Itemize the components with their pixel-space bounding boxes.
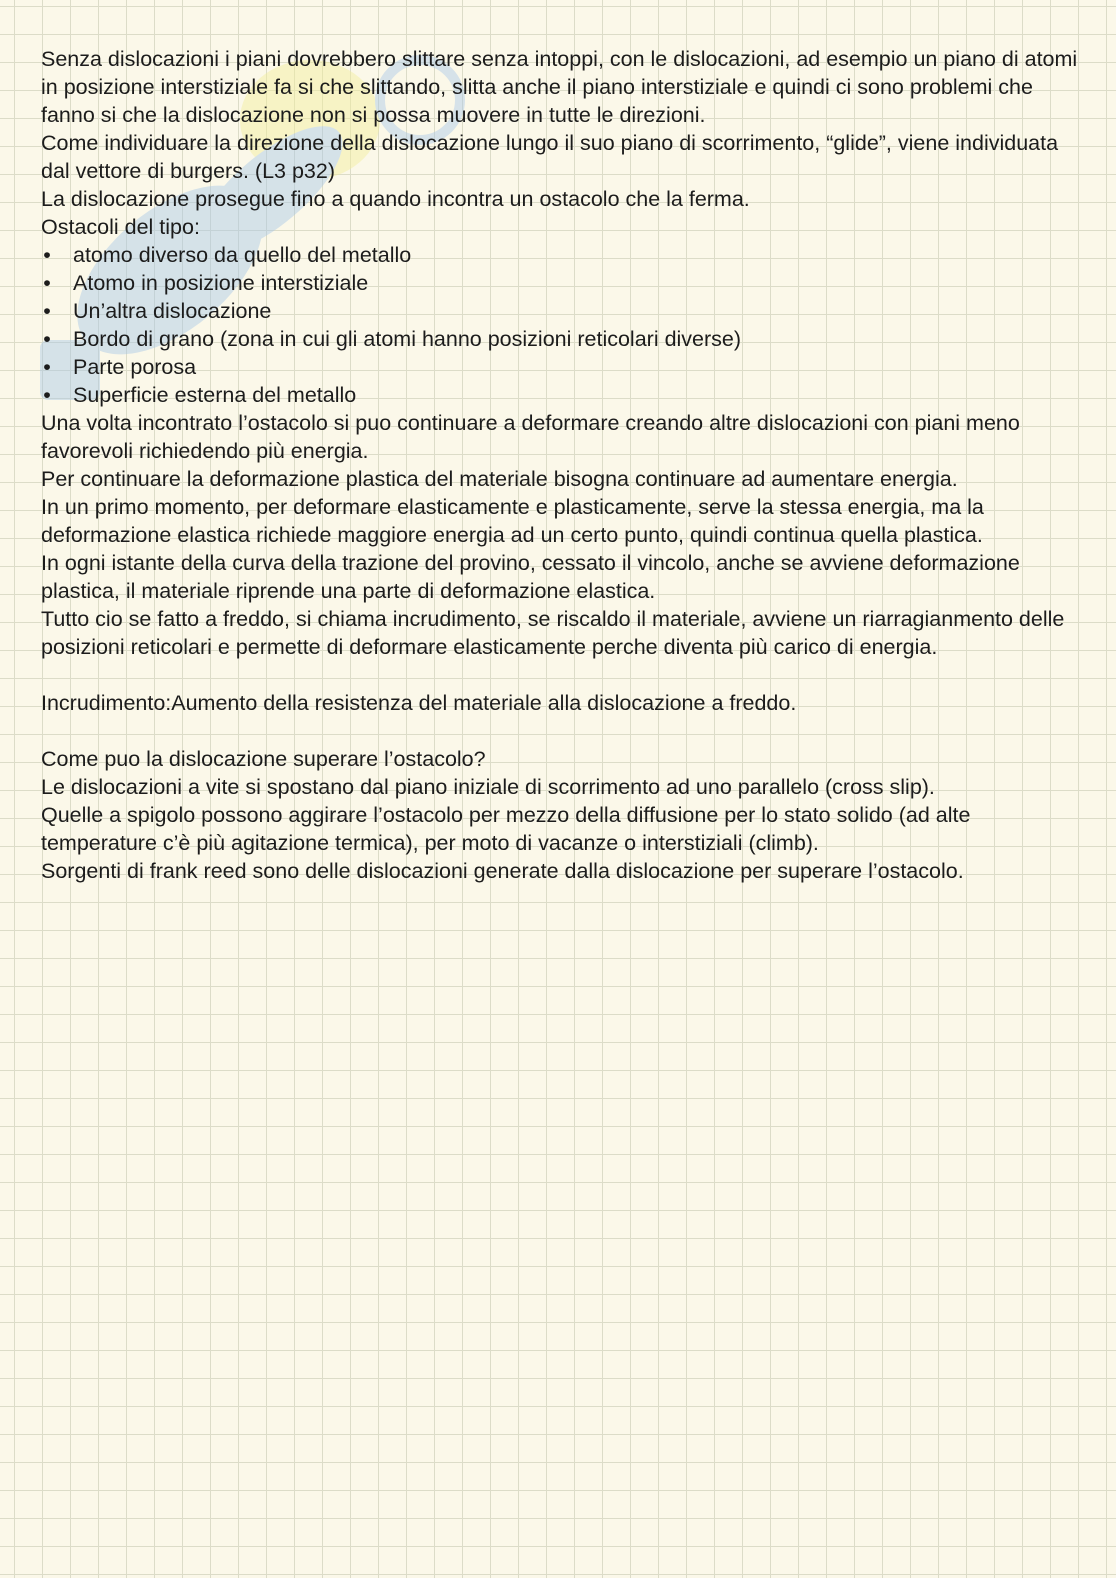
list-item: • Atomo in posizione interstiziale	[41, 269, 1081, 297]
document-page	[41, 45, 1081, 885]
paragraph-plastic-deformation: Per continuare la deformazione plastica del materiale bisogna continuare ad aumentare energia.	[41, 467, 958, 491]
list-item: • Un’altra dislocazione	[41, 297, 1081, 325]
list-item: • Superficie esterna del metallo	[41, 381, 1081, 409]
paragraph-new-dislocations: Una volta incontrato l’ostacolo si puo continuare a deformare creando altre dislocazioni con piani meno favorevoli richiedendo più energia.	[41, 411, 1020, 463]
bullet-icon: •	[43, 327, 51, 351]
list-item: • Bordo di grano (zona in cui gli atomi hanno posizioni reticolari diverse)	[41, 325, 1081, 353]
paragraph-elastic-vs-plastic: In un primo momento, per deformare elasticamente e plasticamente, serve la stessa energia, ma la deformazione elastica richiede maggiore energia ad un certo punto, quindi continua quella plastica.	[41, 495, 984, 547]
bullet-icon: •	[43, 299, 51, 323]
paragraph-obstacle: La dislocazione prosegue fino a quando incontra un ostacolo che la ferma.	[41, 187, 750, 211]
paragraph-climb: Quelle a spigolo possono aggirare l’ostacolo per mezzo della diffusione per lo stato solido (ad alte temperature c’è più agitazione termica), per moto di vacanze o interstiziali (climb).	[41, 803, 971, 855]
bullet-icon: •	[43, 271, 51, 295]
paragraph-definition: Incrudimento:Aumento della resistenza del materiale alla dislocazione a freddo.	[41, 691, 797, 715]
list-item: • Parte porosa	[41, 353, 1081, 381]
paragraph-question: Come puo la dislocazione superare l’ostacolo?	[41, 747, 486, 771]
list-item: • atomo diverso da quello del metallo	[41, 241, 1081, 269]
obstacles-list	[41, 241, 1081, 409]
bullet-icon: •	[43, 383, 51, 407]
bullet-icon: •	[43, 243, 51, 267]
paragraph-frank-reed: Sorgenti di frank reed sono delle dislocazioni generate dalla dislocazione per superare l’ostacolo.	[41, 859, 964, 883]
paragraph-tensile-curve: In ogni istante della curva della trazione del provino, cessato il vincolo, anche se avviene deformazione plastica, il materiale riprende una parte di deformazione elastica.	[41, 551, 1020, 603]
paragraph-work-hardening: Tutto cio se fatto a freddo, si chiama incrudimento, se riscaldo il materiale, avviene un riarragianmento delle posizioni reticolari e permette di deformare elasticamente perche diventa più carico di energia.	[41, 607, 1065, 659]
blank-line	[41, 717, 1081, 745]
blank-line	[41, 661, 1081, 689]
bullet-icon: •	[43, 355, 51, 379]
paragraph-dislocations-intro: Senza dislocazioni i piani dovrebbero slittare senza intoppi, con le dislocazioni, ad esempio un piano di atomi in posizione interstiziale fa si che slittando, slitta anche il piano interstiziale e quindi ci sono problemi che fanno si che la dislocazione non si possa muovere in tutte le direzioni.	[41, 47, 1078, 127]
paragraph-obstacles-heading: Ostacoli del tipo:	[41, 215, 200, 239]
paragraph-cross-slip: Le dislocazioni a vite si spostano dal piano iniziale di scorrimento ad uno parallelo (cross slip).	[41, 775, 935, 799]
paragraph-burgers-vector: Come individuare la direzione della dislocazione lungo il suo piano di scorrimento, “glide”, viene individuata dal vettore di burgers. (L3 p32)	[41, 131, 1059, 183]
